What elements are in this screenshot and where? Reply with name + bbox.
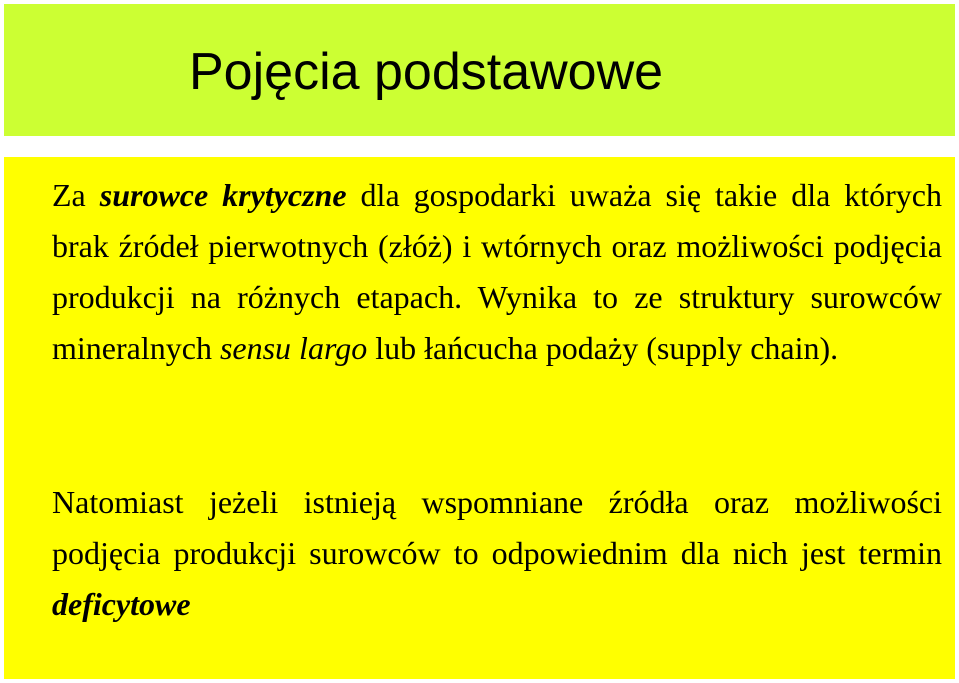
term-deficytowe: deficytowe [52, 586, 191, 622]
slide-title: Pojęcia podstawowe [189, 43, 664, 101]
content-box [4, 157, 955, 679]
term-critical-raw-materials: surowce krytyczne [99, 177, 347, 213]
deficit-paragraph [52, 477, 942, 630]
text-segment: dla gospodarki uważa się takie dla których brak źródeł pierwotnych (złóż) i wtórnych oraz możliwości podjęcia produkcji na różnych etapach. Wynika to ze struktury surowców mineralnych [52, 177, 943, 366]
title-banner [4, 4, 955, 136]
term-sensu-largo: sensu largo [219, 330, 368, 366]
text-segment: Natomiast jeżeli istnieją wspomniane źródła oraz możliwości podjęcia produkcji surowców to odpowiednim dla nich jest termin [52, 484, 942, 571]
text-segment: Za [52, 177, 100, 213]
text-segment: lub łańcucha podaży (supply chain). [367, 330, 839, 366]
definition-paragraph [52, 170, 942, 374]
